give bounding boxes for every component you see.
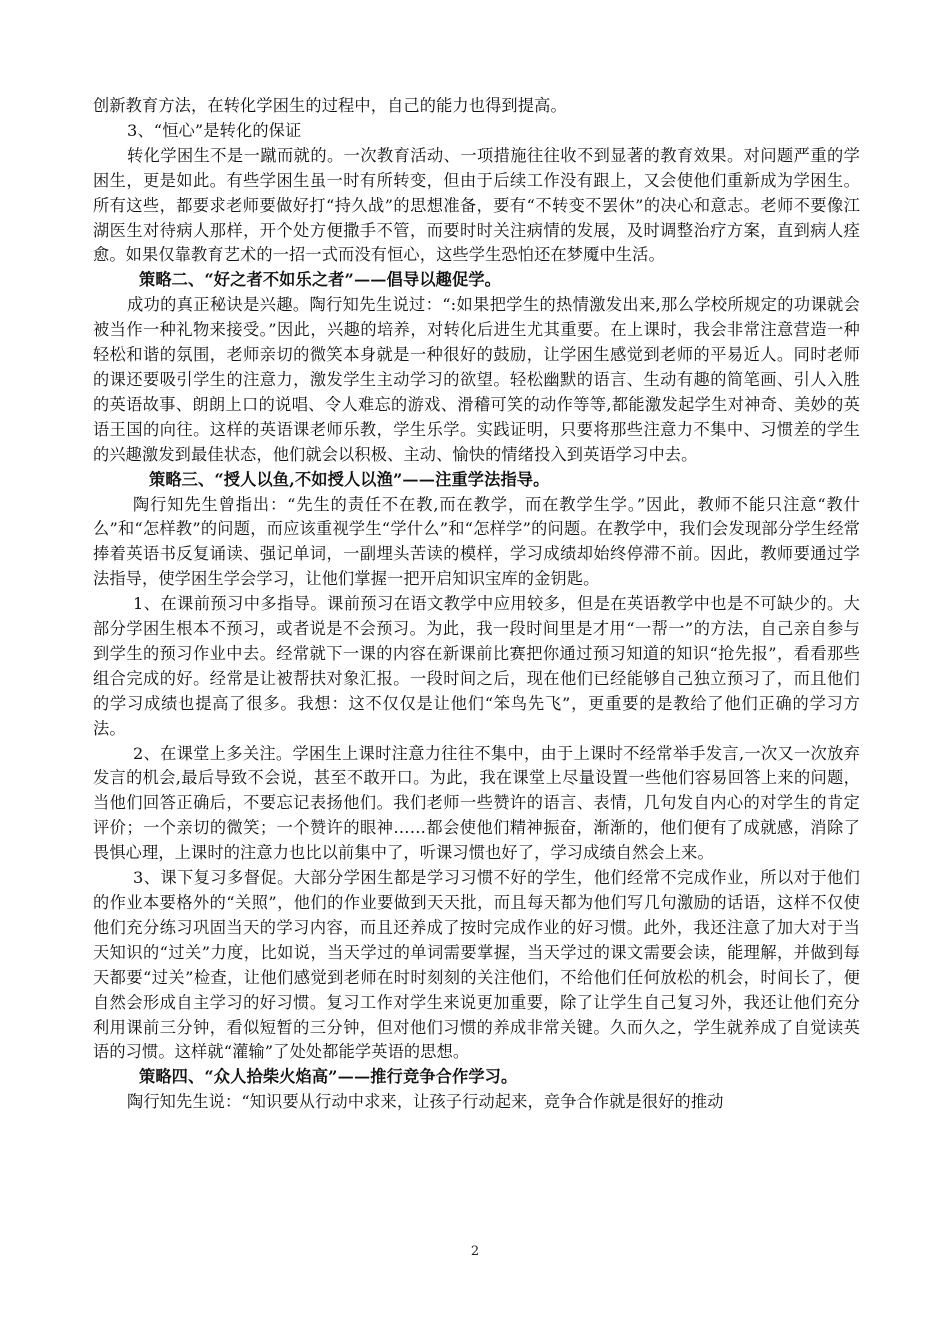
- heading-strategy-4: 策略四、“众人拾柴火焰高”——推行竞争合作学习。: [139, 1067, 518, 1087]
- paragraph-interest: 成功的真正秘诀是兴趣。陶行知先生说过：“:如果把学生的热情激发出来,那么学校所规定的功课就会被当作一种礼物来接受。”因此，兴趣的培养，对转化后进生尤其重要。在上课时，我会非常注意营造一种轻松和谐的氛围，老师亲切的微笑本身就是一种很好的鼓励，让学困生感觉到老师的平易近人。同时老师的课还要吸引学生的注意力，激发学生主动学习的欲望。轻松幽默的语言、生动有趣的简笔画、引人入胜的英语故事、朗朗上口的说唱、令人难忘的游戏、滑稽可笑的动作等等,都能激发起学生对神奇、美妙的英语王国的向往。这样的英语课老师乐教，学生乐学。实践证明，只要将那些注意力不集中、习惯差的学生的兴趣激发到最佳状态，他们就会以积极、主动、愉快的情绪投入到英语学习中去。: [93, 295, 860, 464]
- paragraph-learning-method: 陶行知先生曾指出：“先生的责任不在教,而在教学，而在教学生学。”因此，教师不能只注意“教什么”和“怎样教”的问题，而应该重视学生“学什么”和“怎样学”的问题。在教学中，我们会发现部分学生经常捧着英语书反复诵读、强记单词，一副埋头苦读的模样，学习成绩却始终停滞不前。因此，教师要通过学法指导，使学困生学会学习，让他们掌握一把开启知识宝库的金钥匙。: [93, 494, 860, 589]
- paragraph-continuation: 创新教育方法，在转化学困生的过程中，自己的能力也得到提高。: [93, 96, 567, 115]
- heading-strategy-3: 策略三、“授人以鱼,不如授人以渔”——注重学法指导。: [149, 469, 550, 489]
- subheading-perseverance: 3、“恒心”是转化的保证: [127, 120, 302, 140]
- paragraph-classroom: 2、在课堂上多关注。学困生上课时注意力往往不集中，由于上课时不经常举手发言,一次又一次放弃发言的机会,最后导致不会说，甚至不敢开口。为此，我在课堂上尽量设置一些他们容易回答上来的问题，当他们回答正确后，不要忘记表扬他们。我们老师一些赞许的语言、表情，几句发自内心的对学生的肯定评价；一个亲切的微笑；一个赞许的眼神……都会使他们精神振奋，渐渐的，他们便有了成就感，消除了畏惧心理，上课时的注意力也比以前集中了，听课习惯也好了，学习成绩自然会上来。: [93, 743, 860, 863]
- page-number: 2: [470, 1244, 480, 1259]
- paragraph-perseverance: 转化学困生不是一蹴而就的。一次教育活动、一项措施往往收不到显著的教育效果。对问题严重的学困生，更是如此。有些学困生虽一时有所转变，但由于后续工作没有跟上，又会使他们重新成为学困生。所有这些，都要求老师要做好打“持久战”的思想准备，要有“不转变不罢休”的决心和意志。老师不要像江湖医生对待病人那样，开个处方便撒手不管，而要时时关注病情的发展，及时调整治疗方案，直到病人痊愈。如果仅靠教育艺术的一招一式而没有恒心，这些学生恐怕还在梦魇中生活。: [93, 145, 860, 265]
- document-body: [93, 94, 860, 1115]
- paragraph-preview: 1、在课前预习中多指导。课前预习在语文教学中应用较多，但是在英语教学中也是不可缺少的。大部分学困生根本不预习，或者说是不会预习。为此，我一段时间里是才用“一帮一”的方法，自己亲自参与到学生的预习作业中去。经常就下一课的内容在新课前比赛把你通过预习知道的知识“抢先报”，看看那些组合完成的好。经常是让被帮扶对象汇报。一段时间之后，现在他们已经能够自己独立预习了，而且他们的学习成绩也提高了很多。我想：这不仅仅是让他们“笨鸟先飞”，更重要的是教给了他们正确的学习方法。: [93, 594, 860, 738]
- heading-strategy-2: 策略二、“好之者不如乐之者”——倡导以趣促学。: [139, 270, 502, 290]
- paragraph-review: 3、课下复习多督促。大部分学困生都是学习习惯不好的学生，他们经常不完成作业，所以对于他们的作业本要格外的“关照”，他们的作业要做到天天批，而且每天都为他们写几句激励的话语，这样不仅使他们充分练习巩固当天的学习内容，而且还养成了按时完成作业的好习惯。此外，我还注意了加大对于当天知识的“过关”力度，比如说，当天学过的单词需要掌握，当天学过的课文需要会读，能理解，并做到每天都要“过关”检查，让他们感觉到老师在时时刻刻的关注他们，不给他们任何放松的机会，时间长了，便自然会形成自主学习的好习惯。复习工作对学生来说更加重要，除了让学生自己复习外，我还让他们充分利用课前三分钟，看似短暂的三分钟，但对他们习惯的养成非常关键。久而久之，学生就养成了自觉读英语的习惯。这样就“灌输”了处处都能学英语的思想。: [93, 868, 860, 1062]
- paragraph-cooperation: 陶行知先生说：“知识要从行动中求来，让孩子行动起来，竞争合作就是很好的推动: [127, 1092, 724, 1112]
